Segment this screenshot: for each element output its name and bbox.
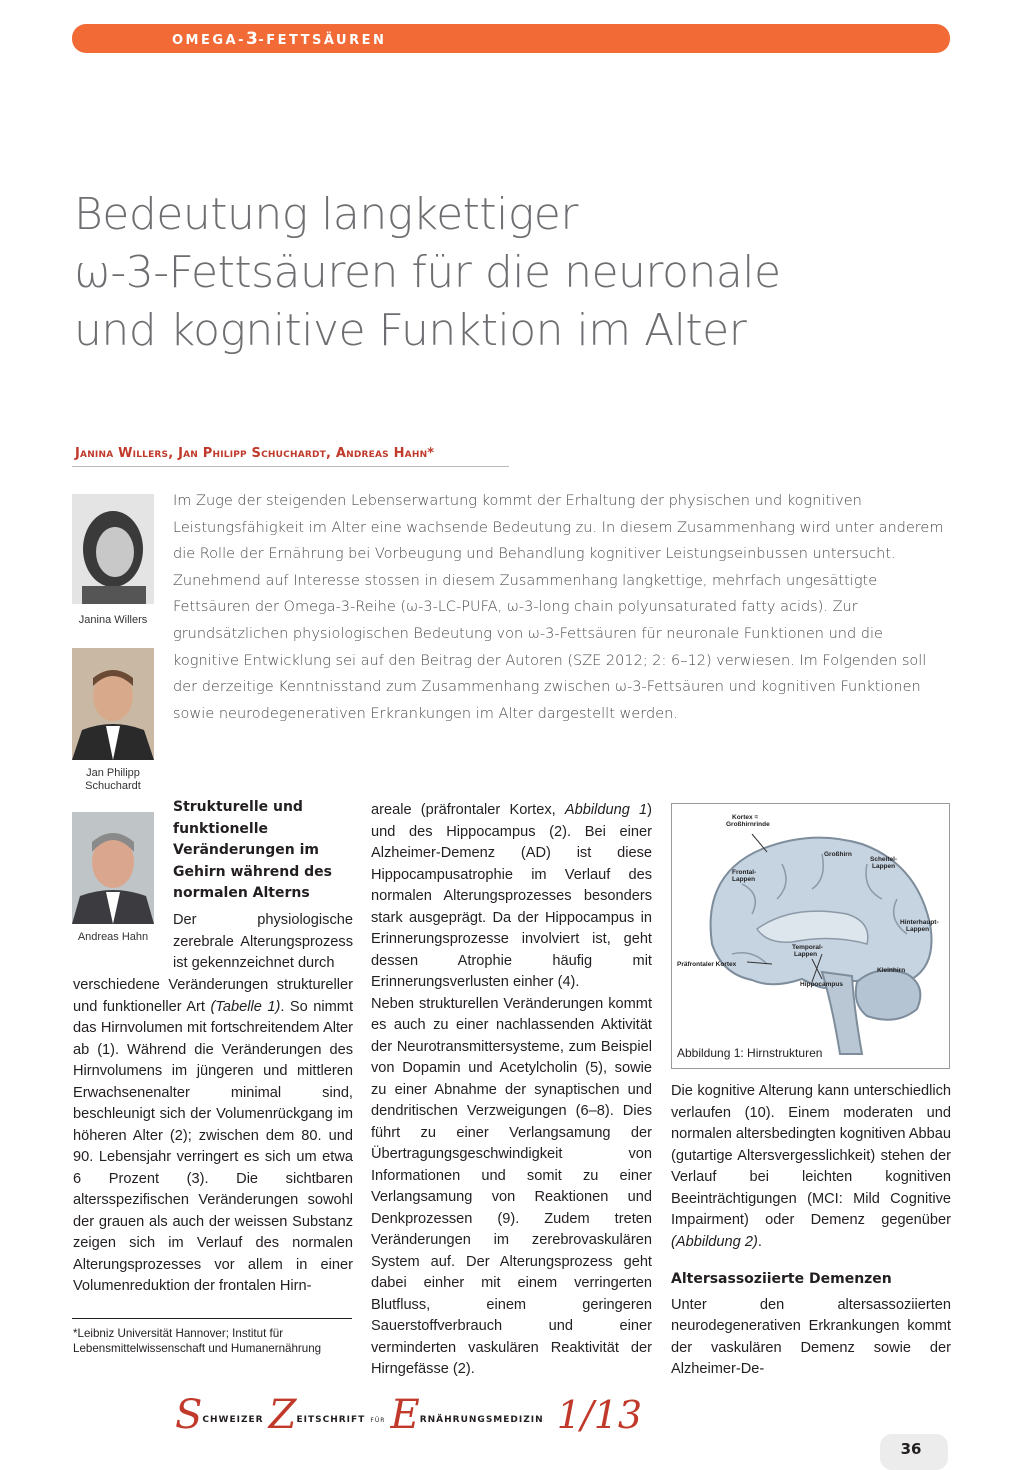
body-column-3 <box>671 1081 951 1381</box>
label-hinterhaupt-lappen: Lappen <box>906 926 930 933</box>
label-frontal-lappen: Lappen <box>732 876 756 883</box>
brain-diagram <box>672 804 949 1068</box>
figure-brain-structures <box>671 803 950 1069</box>
body-column-2 <box>371 800 652 1381</box>
article-title <box>74 186 954 360</box>
journal-footer: $S^{CHWEIZER}$ $Z^{EITSCHRIFT}$ $^{FÜR}$ $E^{RNÄHRUNGSMEDIZIN}$ 1/13 <box>175 1392 643 1438</box>
author-divider <box>72 466 509 467</box>
label-grosshirnrinde: Großhirnrinde <box>726 821 770 828</box>
label-praefrontaler-kortex: Präfrontaler Kortex <box>677 961 737 968</box>
affiliation-footnote: *Leibniz Universität Hannover; Institut für Lebensmittelwissenschaft und Humanernährung <box>73 1327 322 1355</box>
photo-caption-hahn: Andreas Hahn <box>77 931 149 943</box>
author-photo-hahn <box>72 812 154 924</box>
article-abstract: Im Zuge der steigenden Lebenserwartung kommt der Erhaltung der physischen und kognitiven Leistungsfähigkeit im Alter eine wachsende Bedeutung zu. In diesem Zusammenhang wird unter anderem die Rolle der Ernährung bei Vorbeugung und Behandlung kognitiver Leistungseinbussen untersucht. Zunehmend auf Interesse stossen in diesem Zusammenhang langkettige, mehrfach ungesättigte Fettsäuren der Omega-3-Reihe (ω-3-LC-PUFA, ω-3-long chain polyunsaturated fatty acids). Zur grundsätzlichen physiologischen Bedeutung von ω-3-Fettsäuren für neuronale Funktionen und die kognitive Entwicklung sei auf den Beitrag der Autoren (SZE 2012; 2: 6–12) verwiesen. Im Folgenden soll der derzeitige Kenntnisstand zum Zusammenhang zwischen ω-3-Fettsäuren und kognitiven Funktionen sowie neurodegenerativen Erkrankungen im Alter dargestellt werden. <box>173 493 944 722</box>
label-hinterhaupt: Hinterhaupt- <box>900 919 939 926</box>
label-frontal: Frontal- <box>732 869 757 876</box>
label-temporal-lappen: Lappen <box>794 951 818 958</box>
title-line-1: Bedeutung langkettiger <box>74 189 578 240</box>
author-photo-willers <box>72 494 154 604</box>
reference-abbildung-2[interactable]: (Abbildung 2) <box>671 1233 758 1250</box>
paragraph-col2-1: areale (präfrontaler Kortex, Abbildung 1) und des Hippocampus (2). Bei einer Alzheimer-Demenz (AD) ist diese Hippocampusatrophie im Verlauf des normalen Alterungsprozesses besonders stark ausgeprägt. Da der Hippocampus in Erinnerungsprozesse involviert ist, geht dessen Atrophie häufig mit Erinnerungsverlusten einher (4). <box>371 802 652 990</box>
author-photo-schuchardt <box>72 648 154 760</box>
label-scheitel-lappen: Lappen <box>872 863 896 870</box>
label-kortex: Kortex = <box>732 814 759 821</box>
photo-caption-schuchardt: Jan Philipp Schuchardt <box>85 767 141 792</box>
cerebellum-shape <box>856 970 921 1019</box>
paragraph-col1-main: verschiedene Veränderungen struktureller und funktioneller Art (Tabelle 1). So nimmt das Hirnvolumen mit fortschreitendem Alter ab (1). Während die Veränderungen des Hirnvolumens im jüngeren und mittleren Erwachsenenalter minimal sind, beschleunigt sich der Volumenrückgang im höheren Alter (2); zwischen dem 80. und 90. Lebensjahr verringert es sich um etwa 6 Prozent (3). Die sichtbaren altersspezifischen Veränderungen sowohl der grauen als auch der weissen Substanz zeigen sich im Verlauf des normalen Alterungsprozesses vor allem in einer Volumenreduktion der frontalen Hirn- <box>73 977 353 1294</box>
section-heading-demenzen: Altersassoziierte Demenzen <box>671 1271 892 1287</box>
label-hippocampus: Hippocampus <box>800 981 843 988</box>
label-grosshirn: Großhirn <box>824 851 852 858</box>
footnote-divider <box>72 1318 352 1319</box>
title-line-2: ω-3-Fettsäuren für die neuronale <box>74 247 781 298</box>
figure-caption: Abbildung 1: Hirnstrukturen <box>677 1046 823 1060</box>
reference-abbildung-1[interactable]: Abbildung 1 <box>564 802 648 818</box>
label-kleinhirn: Kleinhirn <box>877 967 906 974</box>
title-line-3: und kognitive Funktion im Alter <box>74 305 747 356</box>
section-heading-strukturelle: Strukturelle und funktionelle Veränderungen im Gehirn während des normalen Alterns <box>173 799 332 901</box>
paragraph-col3-1: Die kognitive Alterung kann unterschiedlich verlaufen (10). Einem moderaten und normalen altersbedingten kognitiven Abbau (gutartige Altersvergesslichkeit) stehen der Verlauf bei leichten kognitiven Beeinträchtigungen (MCI: Mild Cognitive Impairment) oder Demenz gegenüber (Abbildung 2). <box>671 1083 951 1250</box>
page-number: 36 <box>900 1440 922 1458</box>
paragraph-col2-2: Neben strukturellen Veränderungen kommt es auch zu einer nachlassenden Aktivität der Neurotransmittersysteme, zum Beispiel von Dopamin und Acetylcholin (5), sowie zu einer Abnahme der synaptischen und dendritischen Verzweigungen (6–8). Dies führt zu einer Verlangsamung der Übertragungsgeschwindigkeit von Informationen und somit zu einer Verlangsamung von Reaktionen und Denkprozessen (9). Zudem treten Veränderungen im zerebrovaskulären System auf. Der Alterungsprozess geht dabei einher mit einem verringerten Blutfluss, einem geringeren Sauerstoffverbrauch und einer verminderten vaskulären Reaktivität der Hirngefässe (2). <box>371 995 652 1377</box>
author-list: Janina Willers, Jan Philipp Schuchardt, Andreas Hahn* <box>75 446 435 461</box>
section-header-label: OMEGA-3-FETTSÄUREN <box>172 29 387 49</box>
paragraph-col1-intro: Der physiologische zerebrale Alterungsprozess ist gekennzeichnet durch <box>173 912 353 971</box>
reference-tabelle-1[interactable]: (Tabelle 1) <box>210 998 281 1015</box>
label-temporal: Temporal- <box>792 944 823 951</box>
photo-caption-willers: Janina Willers <box>78 614 148 626</box>
issue-number: 1/13 <box>556 1393 643 1437</box>
paragraph-col3-2: Unter den altersassoziierten neurodegenerativen Erkrankungen kommt der vaskulären Demenz sowie der Alzheimer-De- <box>671 1296 951 1377</box>
label-scheitel: Scheitel- <box>870 856 898 863</box>
